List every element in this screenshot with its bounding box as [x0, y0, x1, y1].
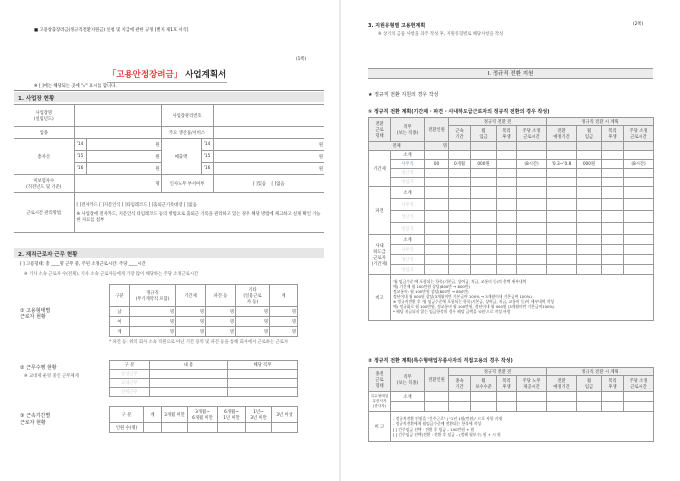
- emp-cell[interactable]: 명: [270, 317, 298, 327]
- emp-cell[interactable]: 명: [176, 307, 206, 317]
- hr-dept-options[interactable]: [213, 175, 324, 193]
- shift-row-flex: 탄력근무: [110, 388, 150, 397]
- t1-subtotal: 소계: [391, 151, 425, 160]
- t1-col-1: 직무 (보는 직종): [391, 118, 425, 142]
- label-hr-dept: 인사노무 부서여부: [161, 175, 213, 193]
- section-3-note: ※ 상기의 금품 사항을 과주 작성 후, 지원유형별로 해당사항을 작성: [378, 32, 504, 37]
- t1-col-0: 전환 근로 형태: [369, 118, 391, 142]
- workhour-note: ※ 사업장에 전자카드, 지문인식 타임레코드 등의 방법으로 출퇴근 기록을 관리하고 있는 경우 해당 방법에 체크하고 실제 확인 가능한 자료를 첨부: [76, 212, 321, 223]
- t1-group-subcontract: 사내 하도급 근로자 (기간제): [369, 235, 391, 275]
- label-workhour: 근로시간 관리방법: [14, 193, 74, 233]
- title-suffix: 사업계획서: [185, 70, 227, 80]
- hr-dept-yes[interactable]: [ ]있음: [252, 181, 267, 187]
- emp-col-3: 파견 등: [206, 285, 236, 307]
- t2-col-2: 전환인원: [425, 368, 449, 392]
- tenure-cell[interactable]: [144, 423, 162, 433]
- t2-group-after: 정규직 전환 시 계획: [547, 368, 654, 376]
- year-14: '14: [74, 139, 86, 151]
- t1-col-2: 전환인원: [425, 118, 449, 142]
- shift-row-normal: 통상근무: [110, 370, 150, 379]
- t1-job-office: 사무직: [391, 160, 425, 169]
- t2-col-9: 복리 후생: [602, 376, 624, 392]
- t2-group-before: 정규직 전환 전: [449, 368, 547, 376]
- field-uninsured[interactable]: 명: [74, 175, 161, 193]
- t1-total-count[interactable]: 명: [425, 142, 449, 151]
- conversion-plan-table: [368, 117, 654, 321]
- t2-col-7: 전환 예정기간: [547, 376, 577, 392]
- t1-job-production: 생산직: [391, 169, 425, 178]
- emp-col-0: 구분: [110, 285, 130, 307]
- t1-col-5: 복리 후생: [497, 126, 517, 142]
- t1-note-line: '월 임금수준'에 포함되는 항목(기본급, 상여금, 직급, 교통비 등)의 총액 세부내역: [393, 279, 527, 285]
- tenure-col-4: 6개월~ 1년 미만: [218, 407, 246, 423]
- tenure-cell[interactable]: [246, 423, 272, 433]
- t1-col-3: 근속 기간: [449, 126, 471, 142]
- title-prefix: 「고용안정장려금」: [107, 70, 183, 80]
- employment-type-table: [109, 284, 298, 337]
- t1-job-sales: 영업직: [391, 178, 425, 187]
- headcount-line: [ ] 고용형태: 총 ____명 근무 중, 주된 소정근로시간: 주당 ____시간: [20, 262, 146, 267]
- year-14b: '14: [201, 139, 213, 151]
- t2-col-8: 월 임금: [577, 376, 602, 392]
- emp-cell[interactable]: 명: [206, 317, 236, 327]
- workhour-cell: [74, 193, 324, 233]
- shift-row-rotation: 교대근무: [110, 379, 150, 388]
- shift-title: ② 근무수행 현황: [20, 365, 57, 371]
- label-biz-name: 사업장명 (설립년도): [14, 105, 74, 127]
- field-industry[interactable]: [74, 127, 161, 139]
- shift-cell[interactable]: [150, 370, 228, 379]
- t1-note-line: 예) 기간제 월 100만원 상당(800만 → 800만): [393, 284, 470, 290]
- divider: [14, 90, 324, 91]
- t2-note-line[interactable]: [ ] 간주임금 선택(전환 · 전환 후 임금 – (정해 월보수) 원 + 시 원: [393, 431, 501, 437]
- t1-group-fixed-term: 기간제: [369, 151, 391, 187]
- tenure-col-3: 3개월~ 6개월 미만: [188, 407, 218, 423]
- assets-16[interactable]: 원: [86, 163, 161, 175]
- emp-col-4: 기타 (일용근로 자 등): [236, 285, 270, 307]
- hr-dept-no[interactable]: [ ]없음: [271, 181, 285, 187]
- tenure-cell[interactable]: [218, 423, 246, 433]
- shift-col-2: 해당 직무: [228, 361, 298, 370]
- tenure-cell[interactable]: [188, 423, 218, 433]
- document-title: [107, 68, 227, 83]
- page-1: [0, 0, 339, 481]
- t2-cell[interactable]: [391, 402, 425, 412]
- t1-job-office: 사무직: [391, 245, 425, 255]
- t1-example[interactable]: 0개월: [449, 160, 471, 169]
- workhour-options[interactable]: [ ]전자카드 [ ]지문인식 [ ]타임레코드 [ ]출퇴근기록대장 [ ]없음: [76, 203, 197, 208]
- emp-cell[interactable]: 명: [176, 317, 206, 327]
- t1-subtotal: 소계: [391, 235, 425, 245]
- emp-cell[interactable]: 명: [270, 327, 298, 337]
- shift-col-1: 내 용: [150, 361, 228, 370]
- t2-note-line[interactable]: [ ] 간주임금 선택 · 전환 후 임금 – 100만원 + 원: [393, 426, 475, 432]
- t1-example[interactable]: 000원: [577, 160, 602, 169]
- t1-note-line: 예) 정규화로 월 100만원, 정교통비 월 100만원, 정년이내 월 000원 (3개월미만 기본급여100%): [393, 303, 555, 309]
- emp-cell[interactable]: 명: [206, 327, 236, 337]
- tenure-cell[interactable]: [162, 423, 188, 433]
- t1-job-sales: 영업직: [391, 265, 425, 275]
- section-1-heading: 1. 사업장 현황: [14, 92, 324, 102]
- t2-col-1: 직무 (보는 직종): [391, 368, 425, 392]
- t1-group-after: 정규직 전환 시 계획: [547, 118, 654, 126]
- t1-example[interactable]: 000원: [471, 160, 497, 169]
- t2-col-5: 복리 후생: [497, 376, 517, 392]
- t2-note-line: - 정규직전환에게 월임금수준에 전환되는 항목에 작성: [393, 421, 482, 427]
- field-biz-name[interactable]: [74, 105, 161, 127]
- tenure-col-2: 3개월 미만: [162, 407, 188, 423]
- emp-cell[interactable]: 명: [206, 307, 236, 317]
- tenure-col-6: 3년 이상: [272, 407, 298, 423]
- year-15: '15: [74, 151, 86, 163]
- label-main-products: 주요 생산품/서비스: [161, 127, 213, 139]
- t1-col-10: 주당 소정 근로시간: [624, 126, 654, 142]
- t1-group-before: 정규직 전환 전: [449, 118, 547, 126]
- page-2: [341, 0, 680, 481]
- t1-note-line: ※ 정규직전환 후 '월 임금수준에 포함되는 항목(기본급, 상여금, 직급, 교통비 등)이 세부내역 작성: [393, 298, 554, 304]
- star-note: ★ 정규직 전환 지원의 경우 작성: [368, 92, 439, 98]
- headcount-note: ※ 기사 소속 근로자 수(전체), 기사 소속 근로자들에게 가장 많이 해당하는 주당 소정근로시간: [24, 272, 199, 277]
- t1-total-label: 전체: [369, 142, 425, 151]
- t1-job-office: 사무직: [391, 199, 425, 211]
- field-main-products[interactable]: [213, 127, 324, 139]
- shift-cell[interactable]: [228, 370, 298, 379]
- shift-table: [109, 360, 298, 397]
- label-uninsured: 미보험자수 (직전년도 및 기준): [14, 175, 74, 193]
- t1-col-9: 복리 후생: [602, 126, 624, 142]
- emp-cell[interactable]: 명: [236, 317, 270, 327]
- t2-col-3: 종속 기간: [449, 376, 471, 392]
- t1-note-line: * 해당 지급되지 않는 임금항목의 경우 해당 금액을 '0원'으로 작성 바람: [393, 308, 511, 314]
- revenue-14[interactable]: 원: [213, 139, 324, 151]
- t1-example[interactable]: (8시간): [517, 160, 547, 169]
- assets-14[interactable]: 원: [86, 139, 161, 151]
- form-header-note: ■ 고용창출장려금(정규직전환지원금) 신청 및 지급에 관한 규정 [별지 제1호 서식]: [34, 28, 189, 33]
- tenure-row-label: 인원 수(명): [110, 423, 144, 433]
- t1-col-8: 월 임금: [577, 126, 602, 142]
- t1-notes: [391, 275, 654, 321]
- page-number: (1쪽): [296, 57, 307, 62]
- shift-cell[interactable]: [150, 388, 228, 397]
- t1-note-line: 정년이내 월 000원 상당(3개월미만 기본급여 100% → 3개월이내 기본급여 100%): [393, 294, 532, 300]
- t1-col-7: 전환 예정기간: [547, 126, 577, 142]
- t2-col-10: 주당 소정 근로시간: [624, 376, 654, 392]
- t1-job-sales: 영업직: [391, 223, 425, 235]
- revenue-16[interactable]: 원: [213, 163, 324, 175]
- special-worker-plan-table: [368, 367, 654, 442]
- shift-cell[interactable]: [150, 379, 228, 388]
- label-biz-mgmt-no: 사업장관리번호: [161, 105, 213, 127]
- page-number-2: (2쪽): [633, 22, 644, 27]
- emp-cell[interactable]: 명: [130, 327, 176, 337]
- tenure-table: [109, 406, 298, 433]
- t2-notes: [391, 412, 654, 442]
- emp-type-title: ① 고용형태별 근로자 현황: [20, 308, 51, 321]
- emp-cell[interactable]: 명: [176, 327, 206, 337]
- t1-col-6: 주당 소정 근로시간: [517, 126, 547, 142]
- t1-note-line: 정교통비: 월 100만원 상당(800만 → 800만): [393, 289, 469, 295]
- business-info-table: [14, 104, 324, 233]
- year-16b: '16: [201, 163, 213, 175]
- t1-job-production: 생산직: [391, 255, 425, 265]
- emp-row-total: 계: [110, 327, 130, 337]
- t1-example[interactable]: '0.3~'0.8: [547, 160, 577, 169]
- emp-cell[interactable]: 명: [236, 327, 270, 337]
- t1-job-production: 생산직: [391, 211, 425, 223]
- section-3-heading: 3. 지원유형별 고용현계획: [368, 23, 426, 29]
- emp-cell[interactable]: 명: [236, 307, 270, 317]
- label-total-assets: 총자산: [14, 139, 74, 175]
- shift-col-0: 구 분: [110, 361, 150, 370]
- t1-example[interactable]: 00: [425, 160, 449, 169]
- t2-col-6: 주당 노무 제공시간: [517, 376, 547, 392]
- emp-col-2: 기간제: [176, 285, 206, 307]
- assets-15[interactable]: 원: [86, 151, 161, 163]
- tenure-title: ③ 근속기간별 근로자 현황: [20, 413, 51, 426]
- emp-col-1: 정규직 (무기계약직 포함): [130, 285, 176, 307]
- t2-subtotal: 소계: [391, 392, 425, 402]
- t2-col-0: 종전 근로 형태: [369, 368, 391, 392]
- shift-note: ※ 교대제 운영 중인 근무체계: [24, 374, 79, 379]
- t1-example[interactable]: [602, 160, 624, 169]
- emp-cell[interactable]: 명: [270, 307, 298, 317]
- tenure-col-1: 계: [144, 407, 162, 423]
- t2-row-head: 특수형태업 무종사자 (종사자): [369, 392, 391, 412]
- t2-note-label: 비 고: [369, 412, 391, 442]
- emp-row-male: 남: [110, 307, 130, 317]
- t2-col-4: 월 보수수준: [471, 376, 497, 392]
- year-16: '16: [74, 163, 86, 175]
- t1-group-dispatch: 파견: [369, 187, 391, 235]
- tenure-col-0: 구 분: [110, 407, 144, 423]
- t2-note-line: - 정규직전환 인원을 "간주근로" | "1년 1월(만원)" 으로 사항 기재: [393, 415, 502, 421]
- instruction: ※ [ ]에는 해당되는 곳에 "√" 표시를 합니다.: [34, 84, 117, 89]
- table-2-title: ② 정규직 전환 계획(특수형태업무종사자의 직접고용의 경우 작성): [368, 358, 513, 364]
- emp-cell[interactable]: 명: [130, 317, 176, 327]
- shift-cell[interactable]: [228, 388, 298, 397]
- year-15b: '15: [201, 151, 213, 163]
- shift-cell[interactable]: [228, 379, 298, 388]
- label-industry: 업종: [14, 127, 74, 139]
- t1-example[interactable]: (8시간): [624, 160, 654, 169]
- revenue-15[interactable]: 원: [213, 151, 324, 163]
- t1-col-4: 월 임금: [471, 126, 497, 142]
- label-revenue: 매출액: [161, 139, 201, 175]
- tenure-col-5: 1년~ 3년 미만: [246, 407, 272, 423]
- emp-col-5: 계: [270, 285, 298, 307]
- section-2-heading: 2. 재직근로자 근무 현황: [14, 248, 324, 258]
- emp-row-female: 여: [110, 317, 130, 327]
- t1-note-label: 비고: [369, 275, 391, 321]
- field-biz-mgmt-no[interactable]: [213, 105, 324, 127]
- t1-subtotal: 소계: [391, 187, 425, 199]
- tenure-cell[interactable]: [272, 423, 298, 433]
- emp-note: * 파견 등: 위의 회사 소속 직원으로 아닌 기간 용역 및 파견 등을 통해 회사에서 근로하는 근로자: [109, 340, 289, 345]
- part-1-heading: Ⅰ. 정규직 전환 지원: [368, 68, 653, 79]
- t1-example[interactable]: [497, 160, 517, 169]
- table-1-title: ① 정규직 전환 계획(기간제 · 파견 · 사내하도급근로자의 정규직 전환의 경우 작성): [368, 109, 550, 115]
- emp-cell[interactable]: 명: [130, 307, 176, 317]
